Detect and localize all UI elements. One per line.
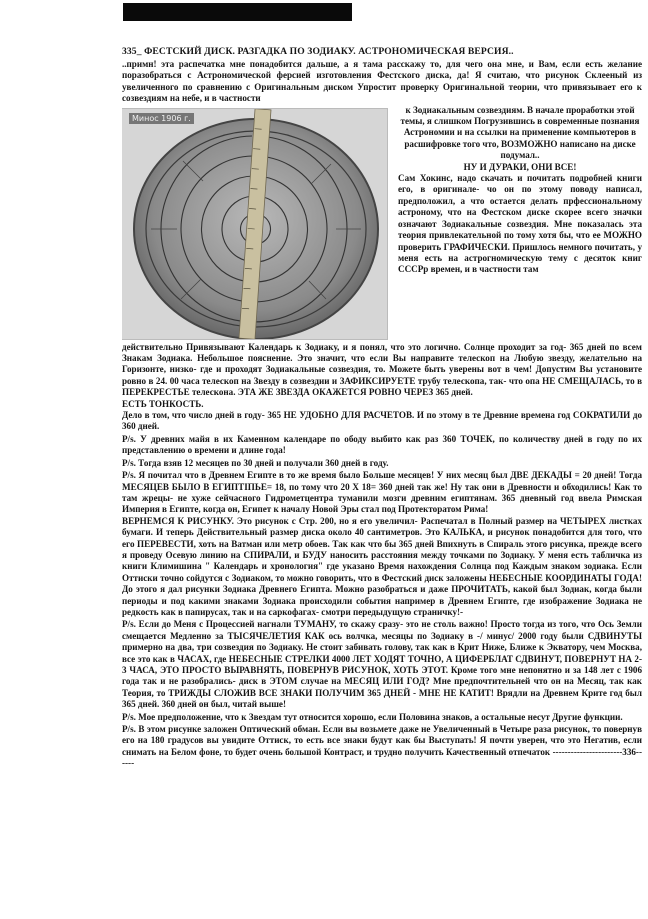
document-page [122, 46, 642, 770]
beside-heading: НУ И ДУРАКИ, ОНИ ВСЕ! [463, 161, 577, 172]
paragraph-10: P/s. В этом рисунке заложен Оптический обман. Если вы возьмете даже не Увеличенный в Четыре раза рисунок, то повернув его на 180 градусов вы увидите Оттиск, то есть все знаки будут как бы Выступать! Я почти уверен, что это Негатив, если снимать на Белом фоне, то будет очень большой Контраст, и трудно получить Качественный отпечаток -----------------------336------ [122, 724, 642, 769]
paragraph-9: P/s. Мое предположение, что к Звездам тут относится хорошо, если Половина знаков, а остальные несут Другие функции. [122, 711, 623, 722]
intro-paragraph: ..примн! эта распечатка мне понадобится дальше, а я тама расскажу то, для чего она мне, и Вам, если есть желание поразобраться с Астрономической ферсией изготовления Фестского диска, да! Я считаю, что рисунок Склееный из увеличенного по сравнению с Оригинальным диском Упростит проверку Оригинальной теории, что привязывает его к созвездиям на небе, и в частности [122, 59, 642, 104]
paragraph-2: ЕСТЬ ТОНКОСТЬ. [122, 398, 204, 409]
image-text-block [122, 105, 642, 342]
photo-stamp: Минос 1906 г. [129, 113, 194, 124]
paragraph-4: P/s. У древних майя в их Каменном календаре по ободу выбито как раз 360 ТОЧЕК, по количеству дней в году по их представлению о времени и длине года! [122, 433, 642, 456]
paragraph-3: Дело в том, что число дней в году- 365 НЕ УДОБНО ДЛЯ РАСЧЕТОВ. И по этому в те Древние времена год СОКРАТИЛИ до 360 дней. [122, 410, 642, 432]
beside-text-2: Сам Хокинс, надо скачать и почитать подробней книги его, в оригинале- чо он по этому поводу написал, предположил, а что остается делать прфессиональному астроному, что на Фестском диске скорее всего значки означают Зодиакальные созвездия. Мне показалась эта теория привлекательной по тому хотя бы, что ее МОЖНО проверить ГРАФИЧЕСКИ. Пришлось немного почитать, у меня есть на астрогномическую тему с десяток книг СССРр времен, и в частности там [398, 173, 642, 275]
beside-text-1: к Зодиакальным созвездиям. В начале проработки этой темы, я слишком Погрузившись в современные познания Астрономии и на ссылки на применение компьютеров в расшифровке того что, ВОЗМОЖНО написано на диске подумал.. [400, 104, 640, 161]
paragraph-8: P/s. Если до Меня с Процессией нагнали ТУМАНУ, то скажу сразу- это не столь важно! Просто тогда из того, что Ось Земли смещается Медленно за ТЫСЯЧЕЛЕТИЯ КАК ось волчка, месяцы по Зодиаку в -/ минус/ 2000 году были СДВИНУТЫ примерно на два, три созвездия по Зодиаку. Не стоит забивать голову, так как в Крит Ниже, Ближе к Экватору, чем Москва, все это как в ЧАСАХ, где НЕБЕСНЫЕ СТРЕЛКИ 4000 ЛЕТ ХОДЯТ ТОЧНО, А ЦИФЕРБЛАТ СДВИНУТ, ПОВЕРНУТ НА 2- 3 ЧАСА, ЭТО ПРОСТО ВЫРАВНЯТЬ, ПОВЕРНУВ РИСУНОК, ХОТЬ ЭТОТ. Кроме того мне непонятно и за 148 лет с 1906 года так и не разобрались- диск в ЭТОМ случае на МЕСЯЦ ИЛИ ГОД? Мне предпочтительней что он на Месяц, так как Теория, то ТРИЖДЫ СЛОЖИВ ВСЕ ЗНАКИ ПОЛУЧИМ 365 ДНЕЙ - МНЕ НЕ КАТИТ! Врядли на Древнем Крите год был 365 дней. 360 дней он был, читай выше! [122, 619, 642, 710]
paragraph-7: ВЕРНЕМСЯ К РИСУНКУ. Это рисунок с Стр. 200, но я его увеличил- Распечатал в Полный размер на ЧЕТЫРЕХ листках бумаги. И теперь Действительный размер диска около 40 сантиметров. Это КАЛЬКА, и рисунок понадобится для того, что его ПЕРЕВЕСТИ, хоть на Ватман или метр обоев. Так как что бы 365 дней Впихнуть в Спираль этого рисунка, прежде всего я проведу Осевую линию на СПИРАЛИ, и БУДУ наносить расстояния между точками по Зодиаку. У меня есть табличка из книги Климишина " Календарь и хронология" где указано Время нахождения Солнца под Каждым знаком зодиака. Если Оттиски точно сойдутся с Зодиаком, то можно говорить, что в Фестский диск заложены НЕБЕСНЫЕ КООРДИНАТЫ ГОДА! До этого я дал рисунки Зодиака Древнего Египта. Можно разобраться и даже ПРОЧИТАТЬ, какой был Зодиак, когда были периоды и под какими знаками Зодиака происходили события например в Древнем Египте, где изображение Зодиака не редкость как в папирусах, так и на саркофагах- смотри передыдущую страничку!- [122, 515, 642, 617]
paragraph-5: P/s. Тогда взяв 12 месяцев по 30 дней и получали 360 дней в году. [122, 457, 389, 468]
redaction-bar [123, 3, 352, 21]
page-title: 335_ ФЕСТСКИЙ ДИСК. РАЗГАДКА ПО ЗОДИАКУ. АСТРОНОМИЧЕСКАЯ ВЕРСИЯ.. [122, 46, 514, 57]
paragraph-1: действительно Привязывают Календарь к Зодиаку, и я понял, что это логично. Солнце проходит за год- 365 дней по всем Знакам Зодиака. Небольшое пояснение. Это значит, что если Вы направите телескоп на Любую звезду, желательно на Горизонте, низко- где и проходят Зодиакальные созвездия, то. Можете быть уверены вот в чем! Допустим Вы установите ровно в 24. 00 часа телескоп на Звезду в созвездии и ЗАФИКСИРУЕТЕ трубу телескопа, так- что опа НЕ СМЕЩАЛАСЬ, то в ПЕРЕКРЕСТЬЕ телескона. ЭТА ЖЕ ЗВЕЗДА ОКАЖЕТСЯ РОВНО ЧЕРЕЗ 365 дней. [122, 341, 642, 398]
phaistos-disc-photo [122, 108, 388, 340]
disc-illustration [122, 109, 387, 339]
paragraph-6: P/s. Я почитал что в Древнем Египте в то же время было Больше месяцев! У них месяц был ДВЕ ДЕКАДЫ = 20 дней! Тогда МЕСЯЦЕВ БЫЛО В ЕГИПТІПЬЕ= 18, по тому что 20 Х 18= 360 дней так же! Ну так они в Древности и обходились! Как то там жрецы- не хуже сейчасного Гидрометцентра туманили мозги древним египтянам. 365 дневный год ввела Римская Империя в Египте, когда он, Египет к началу Новой Эры стал под Протекторатом Рима! [122, 470, 642, 515]
